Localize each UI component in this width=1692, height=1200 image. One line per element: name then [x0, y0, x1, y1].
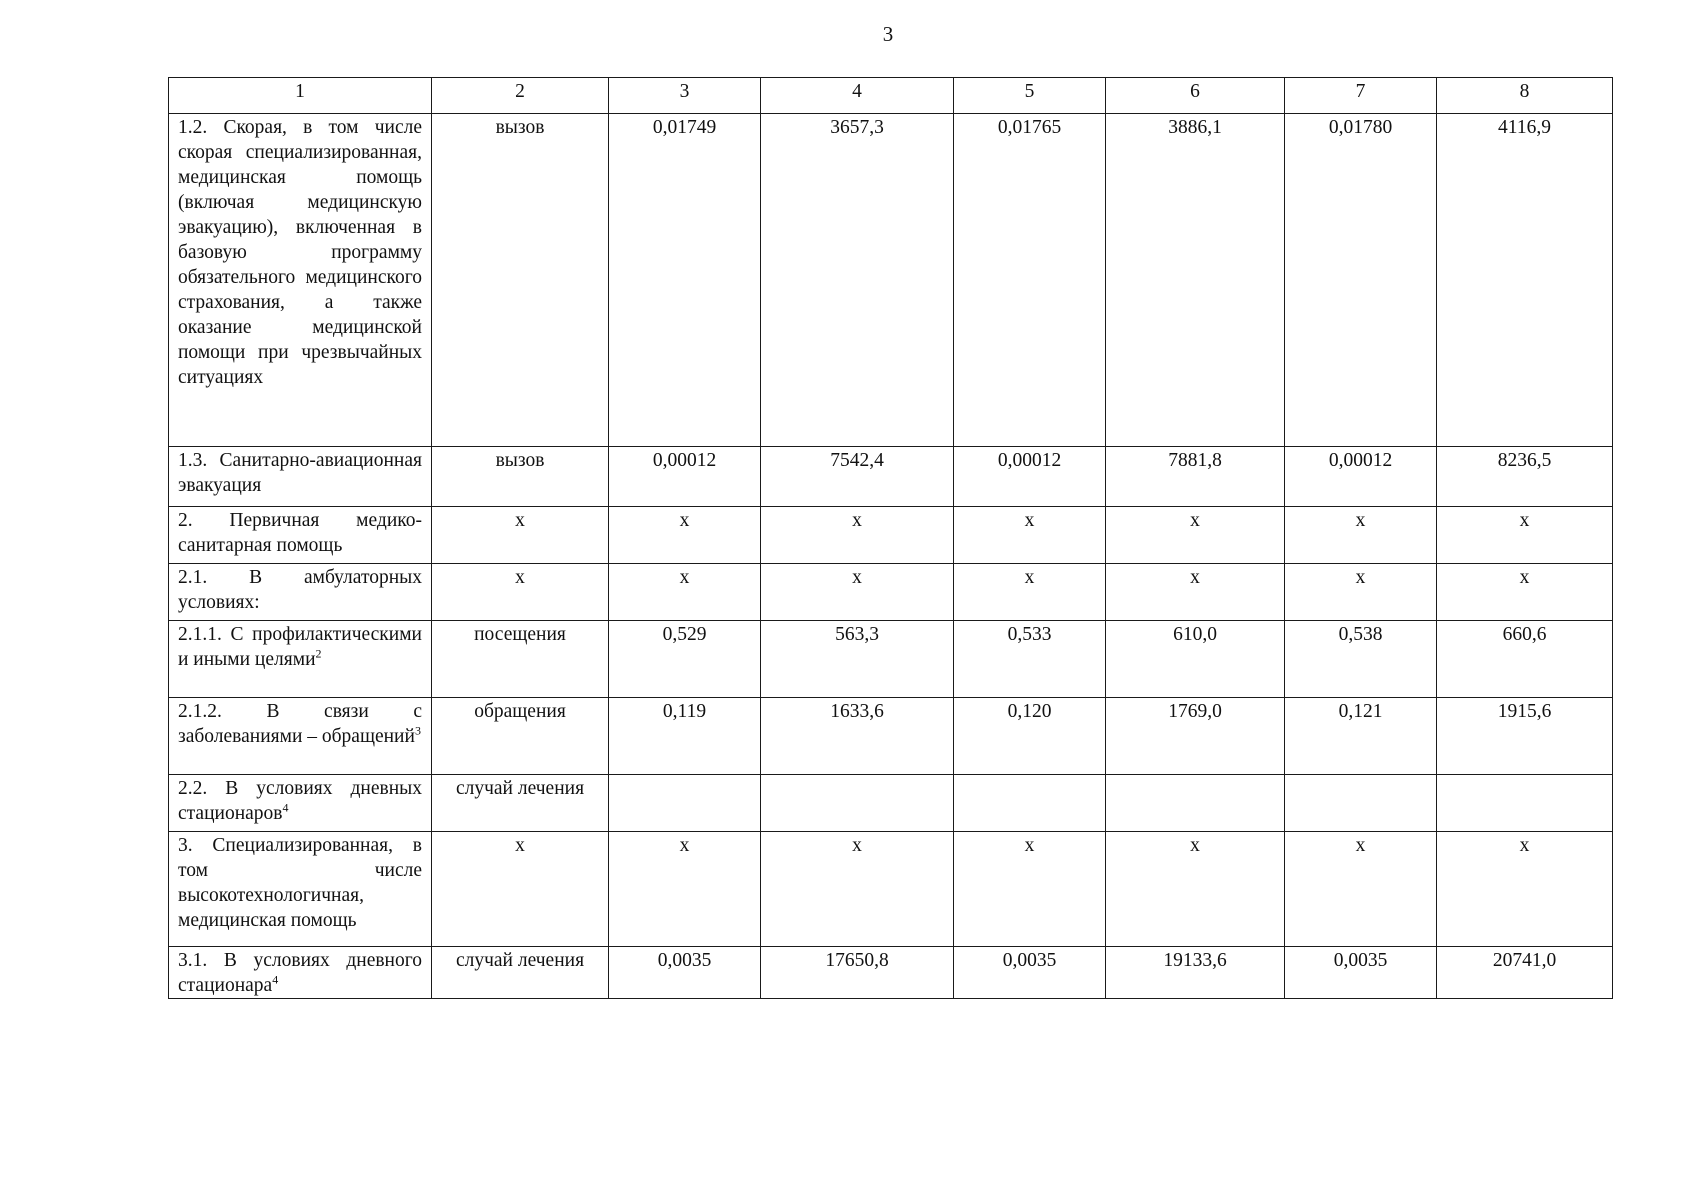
- value-cell: [609, 775, 761, 832]
- value-cell: [761, 775, 954, 832]
- value-cell: 563,3: [761, 621, 954, 698]
- value-cell: [1106, 775, 1285, 832]
- table-row: [169, 447, 1613, 507]
- unit-cell: вызов: [432, 447, 609, 507]
- value-cell: 0,120: [954, 698, 1106, 775]
- row-label: 1.2. Скорая, в том числе скорая специализированная, медицинская помощь (включая медицинскую эвакуацию), включенная в базовую программу обязательного медицинского страхования, а также оказание медицинской помощи при чрезвычайных ситуациях: [169, 114, 432, 447]
- unit-cell: вызов: [432, 114, 609, 447]
- unit-cell: х: [432, 832, 609, 947]
- value-cell: 8236,5: [1437, 447, 1613, 507]
- unit-cell: х: [432, 507, 609, 564]
- header-cell: 8: [1437, 78, 1613, 114]
- value-cell: 7881,8: [1106, 447, 1285, 507]
- header-cell: 6: [1106, 78, 1285, 114]
- row-label: 3. Специализированная, в том числе высокотехнологичная, медицинская помощь: [169, 832, 432, 947]
- value-cell: х: [1437, 564, 1613, 621]
- value-cell: 0,121: [1285, 698, 1437, 775]
- header-cell: 5: [954, 78, 1106, 114]
- row-label: 2. Первичная медико-санитарная помощь: [169, 507, 432, 564]
- value-cell: 19133,6: [1106, 947, 1285, 999]
- value-cell: 1915,6: [1437, 698, 1613, 775]
- unit-cell: обращения: [432, 698, 609, 775]
- row-label: 1.3. Санитарно-авиационная эвакуация: [169, 447, 432, 507]
- value-cell: х: [954, 832, 1106, 947]
- value-cell: х: [1106, 832, 1285, 947]
- header-cell: 4: [761, 78, 954, 114]
- value-cell: 0,533: [954, 621, 1106, 698]
- table-row: [169, 698, 1613, 775]
- value-cell: х: [1285, 564, 1437, 621]
- table-row: [169, 621, 1613, 698]
- value-cell: х: [1106, 564, 1285, 621]
- value-cell: 7542,4: [761, 447, 954, 507]
- value-cell: 0,00012: [954, 447, 1106, 507]
- unit-cell: х: [432, 564, 609, 621]
- value-cell: 0,0035: [954, 947, 1106, 999]
- value-cell: [1285, 775, 1437, 832]
- value-cell: [1437, 775, 1613, 832]
- value-cell: 0,119: [609, 698, 761, 775]
- value-cell: х: [1285, 832, 1437, 947]
- value-cell: 660,6: [1437, 621, 1613, 698]
- header-cell: 7: [1285, 78, 1437, 114]
- value-cell: 1633,6: [761, 698, 954, 775]
- value-cell: 0,0035: [1285, 947, 1437, 999]
- value-cell: х: [609, 832, 761, 947]
- row-label: 2.2. В условиях дневных стационаров$^4$: [169, 775, 432, 832]
- value-cell: х: [609, 564, 761, 621]
- table-row: [169, 564, 1613, 621]
- value-cell: 0,00012: [609, 447, 761, 507]
- value-cell: х: [761, 507, 954, 564]
- value-cell: х: [954, 507, 1106, 564]
- table-row: [169, 775, 1613, 832]
- header-cell: 2: [432, 78, 609, 114]
- value-cell: х: [1106, 507, 1285, 564]
- header-cell: 1: [169, 78, 432, 114]
- value-cell: х: [954, 564, 1106, 621]
- row-label: 2.1.1. С профилактическими и иными целями$^2$: [169, 621, 432, 698]
- value-cell: 0,538: [1285, 621, 1437, 698]
- row-label: 3.1. В условиях дневного стационара$^4$: [169, 947, 432, 999]
- value-cell: 0,00012: [1285, 447, 1437, 507]
- table-row: [169, 507, 1613, 564]
- value-cell: 0,01749: [609, 114, 761, 447]
- value-cell: 610,0: [1106, 621, 1285, 698]
- row-label: 2.1. В амбулаторных условиях:: [169, 564, 432, 621]
- table-row: [169, 832, 1613, 947]
- table-row: [169, 947, 1613, 999]
- value-cell: 4116,9: [1437, 114, 1613, 447]
- value-cell: [954, 775, 1106, 832]
- value-cell: 20741,0: [1437, 947, 1613, 999]
- row-label: 2.1.2. В связи с заболеваниями – обращений$^3$: [169, 698, 432, 775]
- value-cell: 0,01765: [954, 114, 1106, 447]
- header-cell: 3: [609, 78, 761, 114]
- value-cell: 0,0035: [609, 947, 761, 999]
- table-header-row: [169, 78, 1613, 114]
- value-cell: 1769,0: [1106, 698, 1285, 775]
- value-cell: 3657,3: [761, 114, 954, 447]
- unit-cell: случай лечения: [432, 775, 609, 832]
- value-cell: 0,529: [609, 621, 761, 698]
- value-cell: х: [761, 564, 954, 621]
- page-number: 3: [882, 22, 894, 46]
- value-cell: 3886,1: [1106, 114, 1285, 447]
- value-cell: х: [1285, 507, 1437, 564]
- unit-cell: случай лечения: [432, 947, 609, 999]
- value-cell: 17650,8: [761, 947, 954, 999]
- table-row: [169, 114, 1613, 447]
- value-cell: х: [609, 507, 761, 564]
- unit-cell: посещения: [432, 621, 609, 698]
- value-cell: х: [1437, 832, 1613, 947]
- value-cell: 0,01780: [1285, 114, 1437, 447]
- value-cell: х: [761, 832, 954, 947]
- value-cell: х: [1437, 507, 1613, 564]
- data-table: [168, 77, 1613, 999]
